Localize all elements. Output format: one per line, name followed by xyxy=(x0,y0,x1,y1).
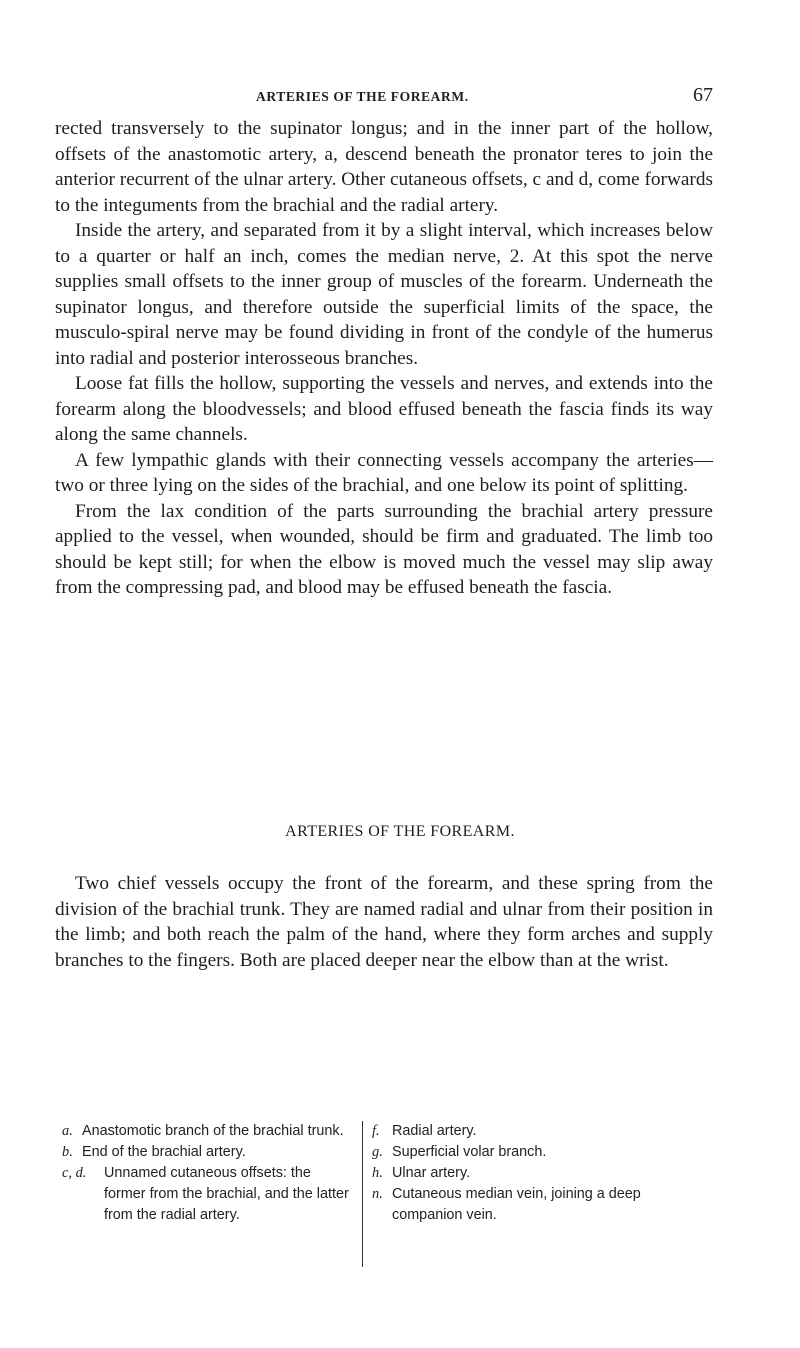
legend-key: n. xyxy=(372,1186,383,1202)
running-head: ARTERIES OF THE FOREARM. xyxy=(256,89,469,104)
legend-divider xyxy=(362,1121,363,1267)
legend-text: Radial artery. xyxy=(392,1123,477,1139)
legend-key: g. xyxy=(372,1144,383,1160)
legend-item xyxy=(372,1121,712,1142)
section-text xyxy=(55,871,713,973)
legend-item xyxy=(62,1163,352,1226)
paragraph-pressure: From the lax condition of the parts surrounding the brachial artery pressure applied to the vessel, when wounded, should be firm and graduated. The limb too should be kept still; for when the elbow is moved much the vessel may slip away from the compressing pad, and blood may be effused beneath the fascia. xyxy=(55,500,713,598)
legend-key: b. xyxy=(62,1144,73,1160)
paragraph-loose-fat: Loose fat fills the hollow, supporting the vessels and nerves, and extends into the forearm along the bloodvessels; and blood effused beneath the fascia finds its way along the same channels. xyxy=(55,373,713,445)
paragraph-median-nerve: Inside the artery, and separated from it by a slight interval, which increases below to a quarter or half an inch, comes the median nerve, 2. At this spot the nerve supplies small offsets to the inner group of muscles of the forearm. Underneath the supinator longus, and therefore outside the superficial limits of the space, the musculo-spiral nerve may be found dividing in front of the condyle of the humerus into radial and posterior interosseous branches. xyxy=(55,220,713,369)
legend-key: h. xyxy=(372,1165,383,1181)
page-number: 67 xyxy=(693,84,713,106)
legend-key: f. xyxy=(372,1123,380,1139)
legend-text: Anastomotic branch of the brachial trunk. xyxy=(82,1123,344,1139)
legend-text: Cutaneous median vein, joining a deep companion vein. xyxy=(392,1186,641,1223)
legend-key: c, d. xyxy=(62,1165,87,1181)
legend-item xyxy=(372,1142,712,1163)
legend-text: Superficial volar branch. xyxy=(392,1144,547,1160)
legend-key: a. xyxy=(62,1123,73,1139)
legend-right-column xyxy=(372,1121,712,1226)
legend-text: Ulnar artery. xyxy=(392,1165,471,1181)
legend-text: End of the brachial artery. xyxy=(82,1144,246,1160)
paragraph-two-chief-vessels: Two chief vessels occupy the front of the forearm, and these spring from the division of the brachial trunk. They are named radial and ulnar from their position in the limb; and both reach the palm of the hand, where they form arches and supply branches to the fingers. Both are placed deeper near the elbow than at the wrist. xyxy=(55,873,713,971)
legend-item xyxy=(372,1184,712,1226)
legend-item xyxy=(62,1142,352,1163)
legend-item xyxy=(372,1163,712,1184)
body-text xyxy=(55,116,713,601)
legend-item xyxy=(62,1121,352,1142)
paragraph-lymphatic-glands: A few lympathic glands with their connecting vessels accompany the arteries—two or three lying on the sides of the brachial, and one below its point of splitting. xyxy=(55,449,713,496)
section-heading: ARTERIES OF THE FOREARM. xyxy=(285,823,515,840)
legend-text: Unnamed cutaneous offsets: the former from the brachial, and the latter from the radial artery. xyxy=(104,1165,349,1223)
paragraph-continued: rected transversely to the supinator longus; and in the inner part of the hollow, offsets of the anastomotic artery, a, descend beneath the pronator teres to join the anterior recurrent of the ulnar artery. Other cutaneous offsets, c and d, come forwards to the integuments from the brachial and the radial artery. xyxy=(55,118,713,216)
legend-left-column xyxy=(62,1121,352,1226)
